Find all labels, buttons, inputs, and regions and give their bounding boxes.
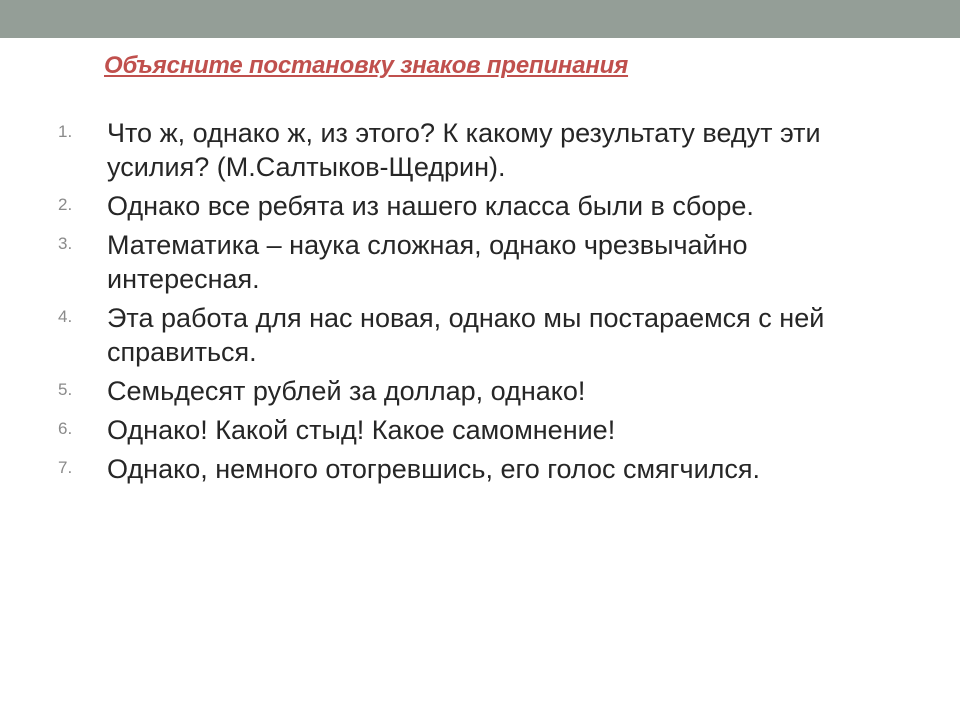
item-text: Однако все ребята из нашего класса были в сборе.	[107, 191, 754, 221]
item-text: Математика – наука сложная, однако чрезвычайно интересная.	[107, 230, 748, 294]
item-text: Эта работа для нас новая, однако мы постараемся с ней справиться.	[107, 303, 825, 367]
item-number: 6.	[58, 419, 73, 438]
sentence-list	[58, 116, 838, 491]
item-number: 7.	[58, 458, 73, 477]
list-item-3	[58, 228, 838, 296]
slide-title: Объясните постановку знаков препинания	[104, 52, 629, 79]
item-number: 5.	[58, 380, 73, 399]
list-item-7	[58, 452, 838, 486]
item-text: Семьдесят рублей за доллар, однако!	[107, 376, 586, 406]
item-text: Однако! Какой стыд! Какое самомнение!	[107, 415, 616, 445]
item-text: Однако, немного отогревшись, его голос смягчился.	[107, 454, 761, 484]
list-item-6	[58, 413, 838, 447]
list-item-4	[58, 301, 838, 369]
list-item-2	[58, 189, 838, 223]
list-item-5	[58, 374, 838, 408]
item-number: 2.	[58, 195, 73, 214]
list-item-1	[58, 116, 838, 184]
item-number: 1.	[58, 122, 73, 141]
item-text: Что ж, однако ж, из этого? К какому результату ведут эти усилия? (М.Салтыков-Щедрин).	[107, 118, 821, 182]
item-number: 3.	[58, 234, 73, 253]
item-number: 4.	[58, 307, 73, 326]
top-band	[0, 0, 960, 38]
